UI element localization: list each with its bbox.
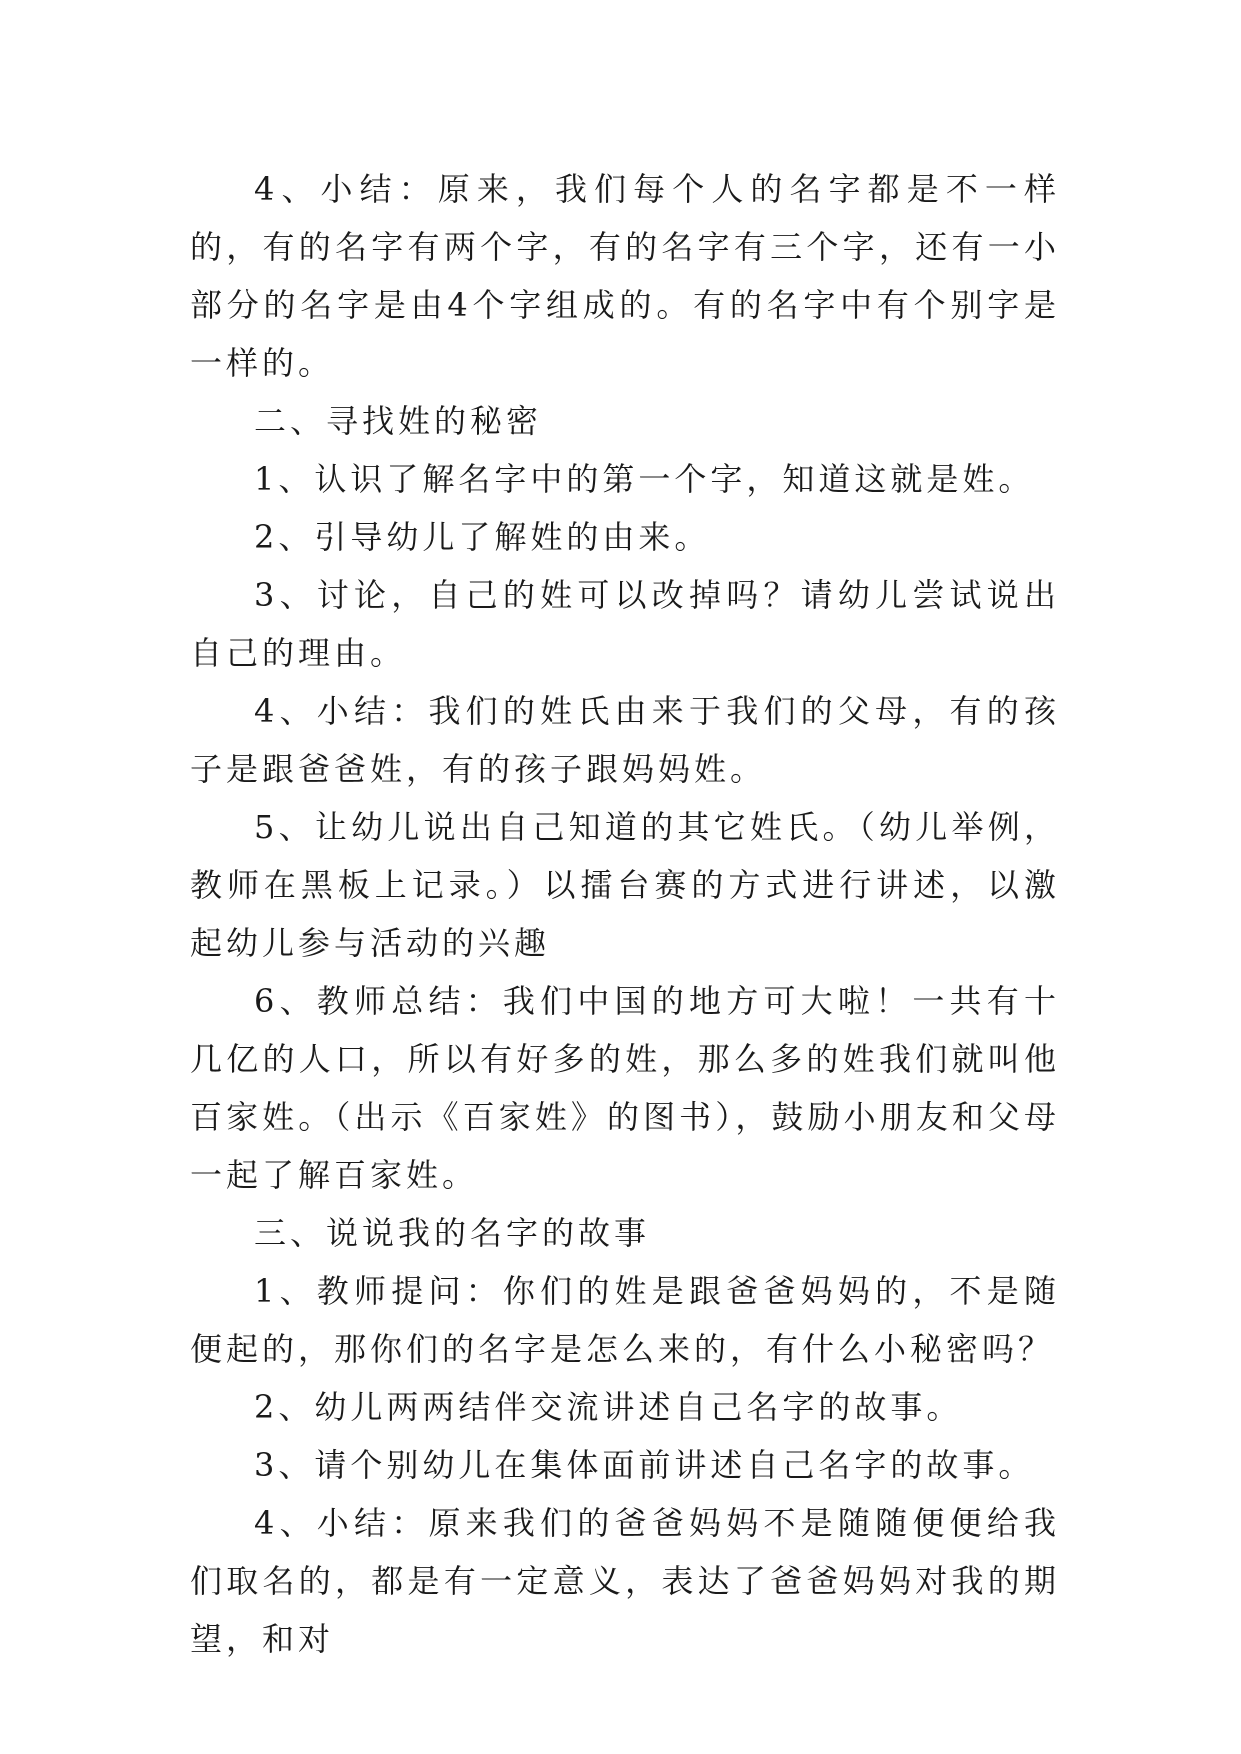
paragraph-step-4-summary: 4、小结：我们的姓氏由来于我们的父母，有的孩子是跟爸爸姓，有的孩子跟妈妈姓。 bbox=[190, 692, 1060, 788]
section-heading-surname-secret: 二、寻找姓的秘密 bbox=[254, 402, 543, 440]
paragraph-summary-names: 4、小结：原来，我们每个人的名字都是不一样的，有的名字有两个字，有的名字有三个字，还有一小部分的名字是由4个字组成的。有的名字中有个别字是一样的。 bbox=[190, 170, 1060, 382]
paragraph-story-step-1: 1、教师提问：你们的姓是跟爸爸妈妈的，不是随便起的，那你们的名字是怎么来的，有什么小秘密吗？ bbox=[190, 1272, 1060, 1368]
paragraph-story-step-4-summary: 4、小结：原来我们的爸爸妈妈不是随随便便给我们取名的，都是有一定意义，表达了爸爸妈妈对我的期望，和对 bbox=[190, 1504, 1060, 1658]
paragraph-step-2: 2、引导幼儿了解姓的由来。 bbox=[254, 518, 711, 556]
section-heading-name-story: 三、说说我的名字的故事 bbox=[254, 1214, 651, 1252]
paragraph-step-1: 1、认识了解名字中的第一个字，知道这就是姓。 bbox=[254, 460, 1035, 498]
document-body bbox=[190, 160, 1060, 1668]
paragraph-story-step-3: 3、请个别幼儿在集体面前讲述自己名字的故事。 bbox=[254, 1446, 1035, 1484]
paragraph-step-6-teacher-summary: 6、教师总结：我们中国的地方可大啦！一共有十几亿的人口，所以有好多的姓，那么多的姓我们就叫他百家姓。（出示《百家姓》的图书），鼓励小朋友和父母一起了解百家姓。 bbox=[190, 982, 1060, 1194]
paragraph-step-5: 5、让幼儿说出自己知道的其它姓氏。（幼儿举例，教师在黑板上记录。）以擂台赛的方式进行讲述，以激起幼儿参与活动的兴趣 bbox=[190, 808, 1060, 962]
paragraph-story-step-2: 2、幼儿两两结伴交流讲述自己名字的故事。 bbox=[254, 1388, 963, 1426]
paragraph-step-3: 3、讨论，自己的姓可以改掉吗？请幼儿尝试说出自己的理由。 bbox=[190, 576, 1060, 672]
